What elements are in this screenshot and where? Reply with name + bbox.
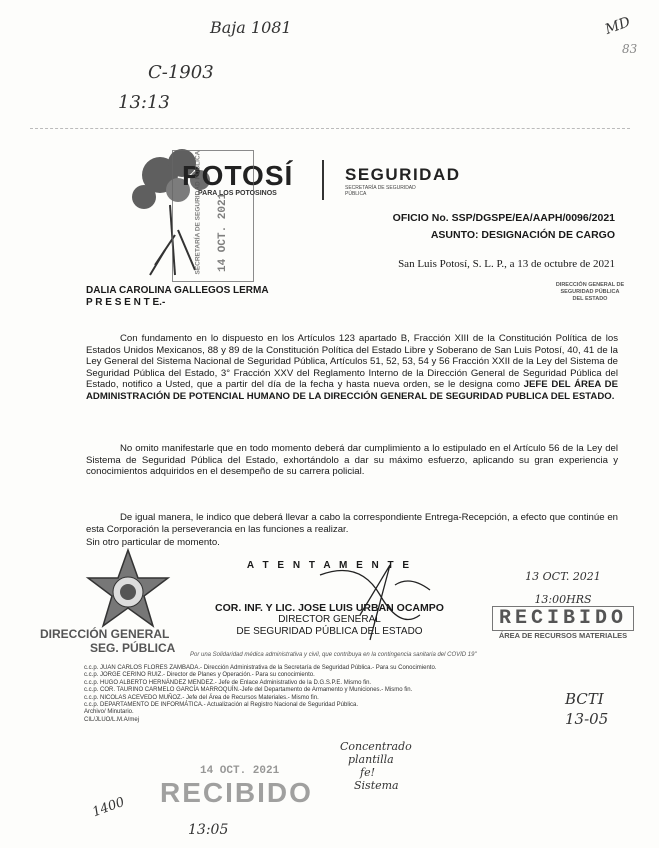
atentamente: A T E N T A M E N T E <box>246 560 413 571</box>
handwritten-bottom-line: fe! <box>360 766 376 779</box>
handwritten-bottom-line: Sistema <box>354 779 399 792</box>
paragraph-4: Sin otro particular de momento. <box>86 537 220 548</box>
handwritten-time: 13:13 <box>118 92 170 113</box>
ccp-line: c.c.p. JUAN CARLOS FLORES ZAMBADA.- Dirección Administrativa de la Secretaría de Seguridad Pública.- Para su Conocimiento. <box>84 665 437 671</box>
ccp-list <box>84 665 436 724</box>
recipient-name: DALIA CAROLINA GALLEGOS LERMA <box>86 285 269 296</box>
vertical-stamp-text: SECRETARÍA DE SEGURIDAD PÚBLICA <box>194 150 202 275</box>
bottom-recibido-stamp <box>160 765 313 835</box>
handwritten-initials: MD <box>603 14 633 38</box>
ccp-line: c.c.p. NICOLAS ACEVEDO MUÑOZ.- Jefe del Área de Recursos Materiales.- Mismo fin. <box>84 694 319 701</box>
vertical-stamp <box>172 150 254 282</box>
signer-title-2: DE SEGURIDAD PÚBLICA DEL ESTADO <box>236 626 423 637</box>
handwritten-page-number: 83 <box>622 42 638 56</box>
paragraph-1 <box>86 333 618 403</box>
recibido-stamp <box>478 570 648 640</box>
recipient-block <box>86 285 269 309</box>
right-stamp-top: DIRECCIÓN GENERAL DE SEGURIDAD PÚBLICA DEL ESTADO <box>555 282 625 302</box>
ccp-line: c.c.p. HUGO ALBERTO HERNÁNDEZ MENDEZ.- Jefe de Enlace Administrativo de la D.G.S.P.E. Mismo fin. <box>84 679 372 686</box>
paragraph-1-text: Con fundamento en lo dispuesto en los Artículos 123 apartado B, Fracción XIII de la Constitución Política de los Estados Unidos Mexicanos, 88 y 89 de la Constitución Política del Estado Libre y Soberano de San Luis Potosí, 40, 41 de la Ley General del Sistema Nacional de Seguridad Pública, Artículos 51, 52, 53, 54 y 56 Fracción XXII de la Ley del Sistema de Seguridad Pública del Estado, 3° Fracción XXV del Reglamento Interno de la Dirección General de Seguridad Pública del Estado, notifico a Usted, que a partir del día de la fecha y hasta nueva orden, se le designa como <box>86 333 618 391</box>
document-date: San Luis Potosí, S. L. P., a 13 de octubre de 2021 <box>398 258 615 270</box>
handwritten-right-1: BCTI <box>565 690 604 708</box>
signature-scribble <box>300 555 450 645</box>
signer-title-1: DIRECTOR GENERAL <box>278 614 381 625</box>
recibido-stamp-date: 13 OCT. 2021 <box>525 570 601 583</box>
handwritten-right-2: 13-05 <box>565 710 609 728</box>
seguridad-subtitle: SECRETARÍA DE SEGURIDAD PÚBLICA <box>345 185 416 197</box>
recibido-stamp-time: 13:00HRS <box>534 593 592 606</box>
asunto: ASUNTO: DESIGNACIÓN DE CARGO <box>430 229 615 241</box>
solidaridad-note: Por una Solidaridad médica administrativa y civil, que contribuya en la contingencia sanitaria del COVID 19" <box>190 652 477 658</box>
handwritten-top-note: Baja 1081 <box>210 18 292 37</box>
handwritten-bottom-line: plantilla <box>348 753 394 766</box>
handwritten-code: C-1903 <box>148 62 214 83</box>
ccp-line: CIL/JLUO/L.M.A/mej <box>84 716 140 723</box>
presente: P R E S E N T E.- <box>86 297 166 308</box>
paragraph-2: No omito manifestarle que en todo momento deberá dar cumplimiento a lo estipulado en el Artículo 56 de la Ley del Sistema de Seguridad Pública del Estado, exhortándolo a dar su máximo esfuerzo, aplicando su gran experiencia y conocimientos adquiridos en el desempeño de su carrera policial. <box>86 443 618 478</box>
handwritten-bottom-line: Concentrado <box>340 740 412 753</box>
bottom-recibido-word: RECIBIDO <box>160 777 313 808</box>
header-separator <box>322 160 324 200</box>
handwritten-bottom-note <box>340 740 412 792</box>
paragraph-1-bold: JEFE DEL ÁREA DE ADMINISTRACIÓN DE POTENCIAL HUMANO DE LA DIRECCIÓN GENERAL DE SEGURIDAD PUBLICA DEL ESTADO. <box>86 379 619 402</box>
oficio-number: OFICIO No. SSP/DGSPE/EA/AAPH/0096/2021 <box>392 212 615 224</box>
ccp-line: Archivo/ Minutario. <box>84 709 134 716</box>
signer-name: COR. INF. Y LIC. JOSE LUIS URBAN OCAMPO <box>215 602 444 614</box>
bottom-recibido-date: 14 OCT. 2021 <box>200 765 280 777</box>
potosi-brand: POTOSÍ <box>182 160 294 191</box>
recibido-stamp-word: RECIBIDO <box>492 606 634 631</box>
paragraph-3: De igual manera, le indico que deberá llevar a cabo la correspondiente Entrega-Recepción, a efecto que continúe en esta Corporación la perseverancia en las funciones a realizar. <box>86 512 618 535</box>
recibido-stamp-area: ÁREA DE RECURSOS MATERIALES <box>498 631 628 640</box>
dg-stamp-label-2: SEG. PÚBLICA <box>90 641 176 655</box>
dg-stamp <box>40 627 175 655</box>
scan-line <box>30 128 630 129</box>
potosi-tagline: PARA LOS POTOSINOS <box>198 190 277 197</box>
ccp-line: c.c.p. JORGE CERINO RUIZ.- Director de Planes y Operación.- Para su conocimiento. <box>84 672 315 679</box>
handwritten-bottom-left: 1400 <box>90 794 127 821</box>
dg-stamp-label: DIRECCIÓN GENERAL <box>40 627 170 641</box>
oficio-block <box>393 210 615 244</box>
ccp-line: c.c.p. COR. TAURINO CARMELO GARCÍA MARROQUÍN.-Jefe del Departamento de Armamento y Municiones.- Mismo fin. <box>84 687 413 694</box>
seguridad-brand: SEGURIDAD <box>345 165 461 184</box>
ccp-line: c.c.p. DEPARTAMENTO DE INFORMÁTICA.- Actualización al Registro Nacional de Seguridad Pública. <box>84 702 358 709</box>
vertical-stamp-date: 14 OCT. 2021 <box>217 192 229 272</box>
handwritten-bottom-time: 13:05 <box>188 822 229 838</box>
